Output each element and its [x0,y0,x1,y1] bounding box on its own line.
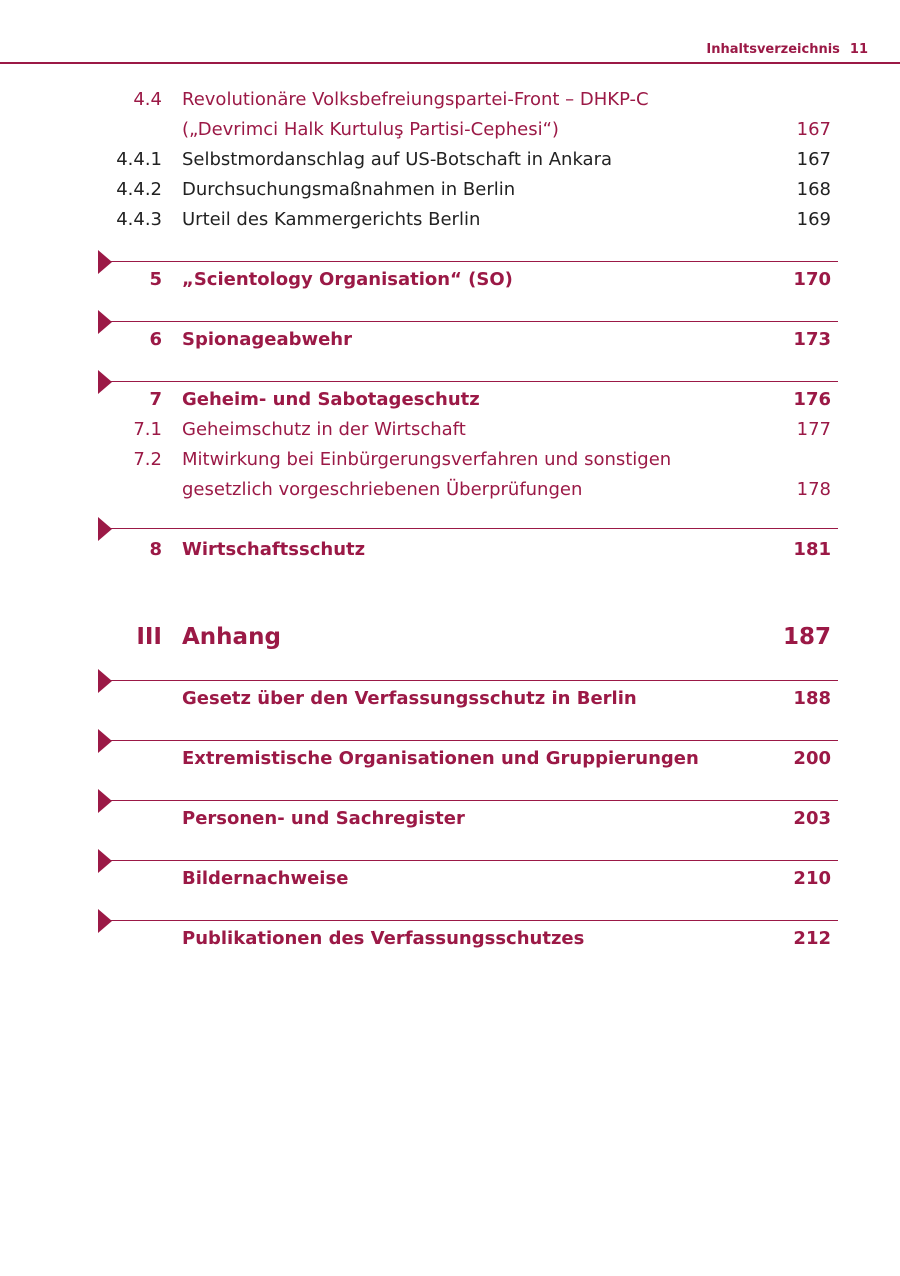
toc-entry-continuation[interactable] [0,115,900,145]
section-divider [104,321,838,322]
toc-chapter[interactable] [0,325,900,355]
entry-title: Revolutionäre Volksbefreiungspartei-Front – DHKP-C [182,89,649,110]
part-title: Anhang [182,624,281,650]
appendix-page: 210 [793,868,831,889]
toc-appendix-entry[interactable] [0,924,900,954]
entry-title: („Devrimci Halk Kurtuluş Partisi-Cephesi“) [182,119,559,140]
entry-title: Urteil des Kammergerichts Berlin [182,209,481,230]
toc-chapter[interactable] [0,535,900,565]
appendix-title: Extremistische Organisationen und Gruppierungen [182,748,699,769]
header-label: Inhaltsverzeichnis [706,42,840,57]
part-page: 187 [782,624,831,650]
section-divider [104,800,838,801]
section-divider [104,920,838,921]
chapter-page: 173 [793,329,831,350]
chapter-title: Wirtschaftsschutz [182,539,366,560]
chapter-number: 5 [149,269,162,290]
entry-page: 178 [796,479,831,500]
toc-chapter[interactable] [0,265,900,295]
appendix-page: 188 [793,688,831,709]
part-number: III [136,624,162,650]
entry-page: 167 [796,119,831,140]
appendix-page: 200 [793,748,831,769]
entry-page: 169 [796,209,831,230]
toc-chapter[interactable] [0,385,900,415]
section-divider [104,381,838,382]
chapter-number: 6 [149,329,162,350]
entry-title: Selbstmordanschlag auf US-Botschaft in Ankara [182,149,613,170]
entry-title: Mitwirkung bei Einbürgerungsverfahren und sonstigen [182,449,672,470]
chapter-page: 170 [793,269,831,290]
toc-entry[interactable] [0,445,900,475]
entry-page: 168 [796,179,831,200]
toc-appendix-entry[interactable] [0,804,900,834]
toc-entry[interactable] [0,415,900,445]
entry-number: 7.2 [133,449,162,470]
toc-entry[interactable] [0,145,900,175]
chapter-page: 176 [793,389,831,410]
chapter-page: 181 [793,539,831,560]
toc-part[interactable] [0,619,900,655]
chapter-title: „Scientology Organisation“ (SO) [182,269,513,290]
header-page-number: 11 [849,42,868,57]
appendix-title: Publikationen des Verfassungsschutzes [182,928,585,949]
entry-title: Durchsuchungsmaßnahmen in Berlin [182,179,516,200]
entry-number: 4.4 [133,89,162,110]
appendix-title: Personen- und Sachregister [182,808,465,829]
toc-entry[interactable] [0,175,900,205]
toc-entry[interactable] [0,205,900,235]
section-divider [104,680,838,681]
appendix-title: Gesetz über den Verfassungsschutz in Berlin [182,688,637,709]
toc-appendix-entry[interactable] [0,864,900,894]
chapter-number: 7 [149,389,162,410]
appendix-title: Bildernachweise [182,868,349,889]
section-divider [104,740,838,741]
entry-number: 4.4.3 [116,209,162,230]
section-divider [104,528,838,529]
entry-title: gesetzlich vorgeschriebenen Überprüfungen [182,479,583,500]
entry-title: Geheimschutz in der Wirtschaft [182,419,466,440]
entry-number: 7.1 [133,419,162,440]
entry-number: 4.4.2 [116,179,162,200]
toc-entry-continuation[interactable] [0,475,900,505]
toc-appendix-entry[interactable] [0,744,900,774]
appendix-page: 203 [793,808,831,829]
chapter-number: 8 [149,539,162,560]
header-rule [0,62,900,64]
toc-appendix-entry[interactable] [0,684,900,714]
toc-entry[interactable] [0,85,900,115]
entry-number: 4.4.1 [116,149,162,170]
section-divider [104,261,838,262]
chapter-title: Spionageabwehr [182,329,352,350]
running-header [706,42,868,57]
chapter-title: Geheim- und Sabotageschutz [182,389,480,410]
entry-page: 177 [796,419,831,440]
entry-page: 167 [796,149,831,170]
section-divider [104,860,838,861]
appendix-page: 212 [793,928,831,949]
